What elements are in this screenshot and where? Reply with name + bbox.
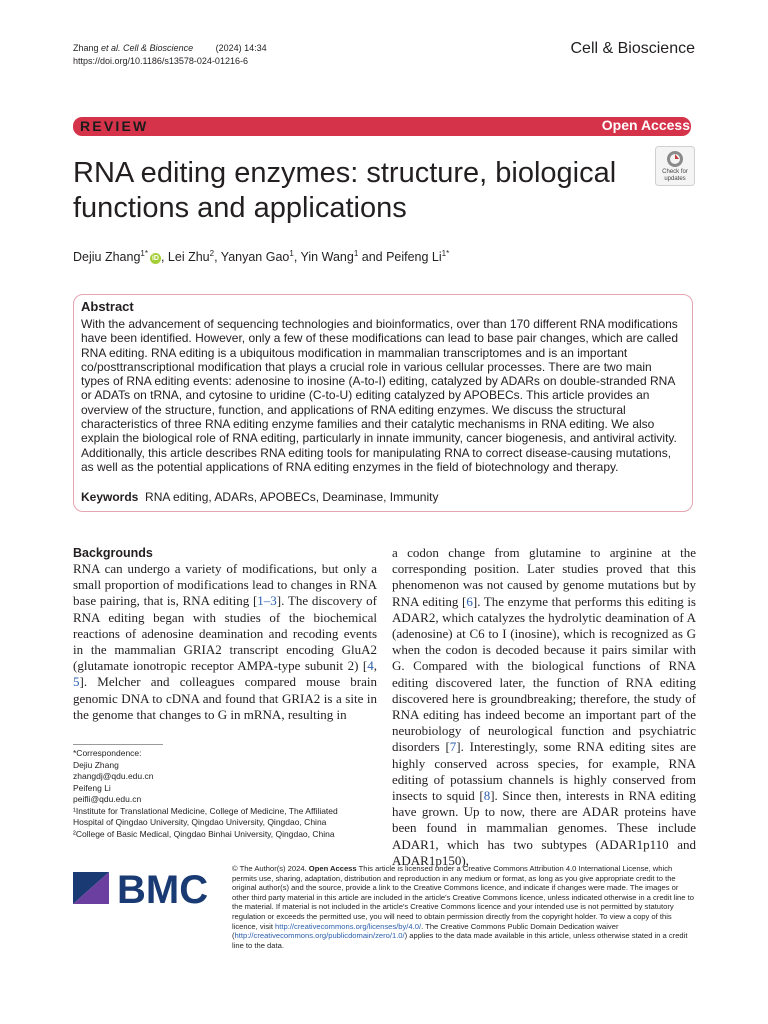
article-title: RNA editing enzymes: structure, biological functions and applications bbox=[73, 157, 617, 224]
check-for-updates-label: Check for updates bbox=[662, 169, 688, 182]
body-text: ]. The discovery of RNA editing began with studies of the biochemical reactions of adenosine deamination and recoding events in the mammalian GRIA2 transcript encoding GluA2 (glutamate ionotropic receptor AMPA-type subunit 2) [ bbox=[73, 593, 377, 674]
author-name[interactable]: , Yin Wang bbox=[293, 250, 354, 265]
body-column-right bbox=[392, 545, 696, 869]
open-access-label: Open Access bbox=[601, 117, 690, 133]
license-part: This article is licensed under a Creative Commons Attribution 4.0 International License, which permits use, sharing, adaptation, distribution and reproduction in any medium or format, as long as you give appropriate credit to the original author(s) and the source, provide a link to the Creative Commons licence, and indicate if changes were made. The images or other third party material in this article are included in the article's Creative Commons licence, unless indicated otherwise in a credit line to the material. If material is not included in the article's Creative Commons licence and your intended use is not permitted by statutory regulation or exceeds the permitted use, you will need to obtain permission directly from the copyright holder. To view a copy of this licence, visit bbox=[232, 864, 694, 931]
bmc-logo bbox=[73, 868, 218, 908]
citation-link[interactable]: 6 bbox=[466, 593, 473, 609]
citation-link[interactable]: 4 bbox=[367, 658, 374, 674]
author-list bbox=[73, 249, 449, 264]
footnote-divider bbox=[73, 744, 163, 745]
keywords-label: Keywords bbox=[81, 490, 139, 504]
license-part: . The Creative Commons Public Domain Dedication waiver ( bbox=[232, 921, 619, 941]
body-text: RNA can undergo a variety of modifications, but only a small proportion of modifications lead to changes in RNA base pairing, that is, RNA editing [ bbox=[73, 561, 377, 609]
doi-link[interactable]: https://doi.org/10.1186/s13578-024-01216-6 bbox=[73, 56, 248, 66]
license-part: ) applies to the data made available in this article, unless otherwise stated in a credit line to the data. bbox=[232, 931, 688, 950]
footnote-line: *Correspondence: bbox=[73, 748, 142, 758]
citation-header bbox=[73, 42, 267, 68]
correspondence-footnote bbox=[73, 748, 373, 840]
citation-link[interactable]: 1–3 bbox=[257, 593, 277, 609]
citation-journal: et al. Cell & Bioscience bbox=[101, 43, 194, 53]
svg-text:BMC: BMC bbox=[117, 868, 209, 908]
affiliation-line: Hospital of Qingdao University, Qingdao University, Qingdao, China bbox=[73, 817, 327, 827]
article-type-label: REVIEW bbox=[80, 118, 149, 134]
abstract-heading: Abstract bbox=[81, 299, 134, 314]
citation-link[interactable]: 7 bbox=[449, 739, 457, 755]
citation-line bbox=[73, 42, 267, 55]
keywords-line bbox=[81, 490, 438, 504]
email-link[interactable]: zhangdj@qdu.edu.cn bbox=[73, 771, 154, 781]
section-heading: Backgrounds bbox=[73, 546, 153, 560]
citation-author: Zhang bbox=[73, 43, 102, 53]
body-text: ]. Melcher and colleagues compared mouse brain genomic DNA to cDNA and found that GRIA2 is a site in the genome that changes to G in mRNA, resulting in bbox=[73, 674, 377, 722]
license-link[interactable]: http://creativecommons.org/publicdomain/zero/1.0/ bbox=[234, 931, 405, 941]
orcid-icon[interactable]: iD bbox=[151, 255, 159, 263]
abstract-text: With the advancement of sequencing technologies and bioinformatics, over than 170 different RNA modifications have been identified. However, only a few of these modifications can lead to base pair changes, which are called RNA editing. RNA editing is a ubiquitous modification in mammalian transcriptomes and is an important co/posttranscriptional modification that plays a crucial role in various cellular processes. There are two main types of RNA editing events: adenosine to inosine (A-to-I) editing, catalyzed by ADARs on double-stranded RNA or ADATs on tRNA, and cytosine to uridine (C-to-U) editing catalyzed by APOBECs. This article provides an overview of the structure, function, and applications of RNA editing enzymes. We discuss the structural characteristics of three RNA editing enzyme families and their catalytic mechanisms in RNA editing. We also explain the biological role of RNA editing, particularly in innate immunity, cancer biogenesis, and antiviral activity. Additionally, this article describes RNA editing tools for manipulating RNA to correct disease-causing mutations, as well as the potential applications of RNA editing enzymes in the field of biotechnology and therapy. bbox=[81, 317, 679, 474]
body-text: ]. Since then, interests in RNA editing have grown. Up to now, there are ADAR proteins have been found in mammalian genomes. These include ADAR1, which has two subtypes (ADAR1p110 and ADAR1p150), bbox=[392, 788, 696, 868]
author-affiliation: 2 bbox=[209, 249, 215, 258]
body-text: ]. The enzyme that performs this editing is ADAR2, which catalyzes the hydrolytic deamination of A (adenosine) at C6 to I (inosine), which is recognized as G when the codon is decoded because it pairs similar with G. Compared with the biological functions of RNA editing discovered later, the function of RNA editing discovered here is groundbreaking; therefore, the study of RNA editing has indeed become an important part of the neurobiology of neurological function and psychiatric disorders [ bbox=[392, 593, 696, 755]
journal-name: Cell & Bioscience bbox=[570, 40, 695, 57]
citation-link[interactable]: 8 bbox=[483, 788, 491, 804]
author-affiliation: 1* bbox=[140, 249, 148, 258]
body-text: , bbox=[373, 658, 377, 674]
author-name[interactable]: and Peifeng Li bbox=[358, 250, 442, 265]
citation-year: (2024) 14:34 bbox=[215, 43, 267, 53]
author-name[interactable]: Dejiu Zhang bbox=[73, 250, 141, 265]
license-text bbox=[232, 864, 694, 950]
footnote-line: Dejiu Zhang bbox=[73, 759, 119, 770]
email-link[interactable]: peifli@qdu.edu.cn bbox=[73, 794, 142, 804]
article-type-band bbox=[73, 117, 691, 136]
author-name[interactable]: , Lei Zhu bbox=[160, 250, 210, 265]
author-affiliation: 1 bbox=[289, 249, 294, 258]
author-affiliation: 1 bbox=[353, 249, 359, 258]
keywords-list: RNA editing, ADARs, APOBECs, Deaminase, Immunity bbox=[145, 490, 439, 504]
citation-link[interactable]: 5 bbox=[73, 674, 80, 690]
footnote-line: Peifeng Li bbox=[73, 782, 111, 793]
license-open-access: Open Access bbox=[308, 864, 357, 873]
affiliation-line: ²College of Basic Medical, Qingdao Binhai University, Qingdao, China bbox=[73, 828, 335, 839]
author-name[interactable]: , Yanyan Gao bbox=[214, 250, 290, 265]
body-column-left bbox=[73, 545, 377, 723]
license-link[interactable]: http://creativecommons.org/licenses/by/4.0/ bbox=[275, 921, 422, 931]
license-part: © The Author(s) 2024. bbox=[232, 864, 309, 873]
body-text: ]. Interestingly, some RNA editing sites are highly conserved across species, for example, RNA editing of potassium channels is highly conserved from insects to squid [ bbox=[392, 739, 696, 804]
author-affiliation: 1* bbox=[441, 249, 450, 258]
body-text: a codon change from glutamine to arginine at the corresponding position. Later studies proved that this phenomenon was not caused by genome mutations but by RNA editing [ bbox=[392, 545, 696, 609]
affiliation-line: ¹Institute for Translational Medicine, College of Medicine, The Affiliated bbox=[73, 805, 338, 816]
